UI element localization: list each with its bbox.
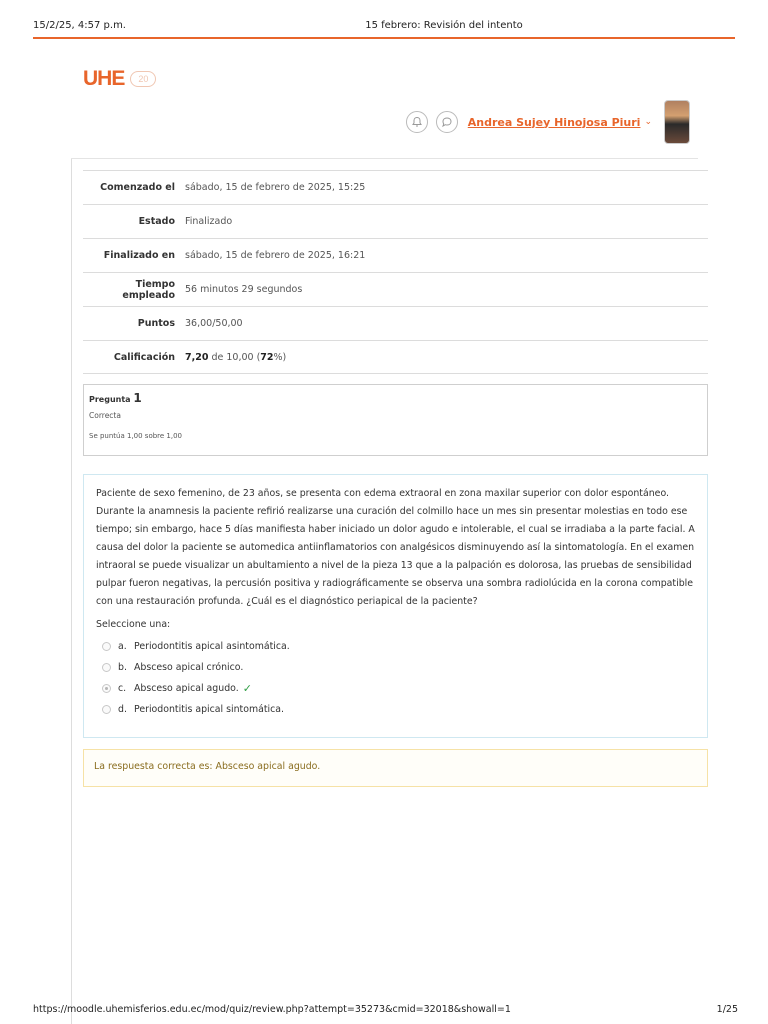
print-page-number: 1/25 — [716, 1004, 738, 1015]
answer-letter: c. — [118, 683, 127, 694]
radio-button[interactable] — [102, 642, 111, 651]
checkmark-icon: ✓ — [242, 682, 252, 695]
summary-value: Finalizado — [185, 216, 233, 227]
question-state: Correcta — [89, 411, 121, 420]
bell-icon[interactable] — [406, 111, 428, 133]
radio-button[interactable] — [102, 663, 111, 672]
summary-value: 36,00/50,00 — [185, 318, 243, 329]
radio-button-selected[interactable] — [102, 684, 111, 693]
header-divider — [33, 37, 735, 39]
print-datetime: 15/2/25, 4:57 p.m. — [33, 20, 126, 31]
logo-text: UHE — [83, 67, 125, 90]
chat-icon[interactable] — [436, 111, 458, 133]
question-number: 1 — [133, 391, 142, 405]
summary-row-grade — [83, 340, 708, 374]
print-header — [0, 0, 768, 40]
answer-letter: a. — [118, 641, 127, 652]
user-menu-name[interactable]: Andrea Sujey Hinojosa Piuri — [467, 115, 641, 129]
logo-badge: 20 — [130, 71, 156, 87]
answer-text: Periodontitis apical asintomática. — [134, 641, 290, 652]
summary-label: Comenzado el — [100, 182, 175, 193]
frame-divider — [71, 158, 698, 159]
summary-value: 56 minutos 29 segundos — [185, 284, 303, 295]
summary-row-points — [83, 306, 708, 340]
print-url: https://moodle.uhemisferios.edu.ec/mod/quiz/review.php?attempt=35273&cmid=32018&showall=1 — [33, 1004, 511, 1015]
answer-option-c[interactable] — [96, 678, 695, 699]
summary-value: sábado, 15 de febrero de 2025, 16:21 — [185, 250, 366, 261]
answer-option-b[interactable] — [96, 657, 695, 678]
answer-text: Absceso apical crónico. — [134, 662, 244, 673]
summary-label: Puntos — [137, 318, 175, 329]
summary-row-time-taken — [83, 272, 708, 306]
summary-label: Finalizado en — [103, 250, 175, 261]
grade-score: 7,20 — [185, 351, 209, 363]
question-content — [83, 474, 708, 738]
grade-value — [175, 352, 286, 363]
answer-text: Absceso apical agudo. — [134, 683, 239, 694]
answer-letter: d. — [118, 704, 127, 715]
answer-letter: b. — [118, 662, 127, 673]
print-page-title: 15 febrero: Revisión del intento — [365, 20, 523, 31]
avatar[interactable] — [664, 100, 690, 144]
chevron-down-icon[interactable]: ⌄ — [644, 117, 652, 127]
grade-suffix: %) — [273, 351, 287, 363]
grade-middle: de 10,00 ( — [208, 351, 261, 363]
answer-option-a[interactable] — [96, 636, 695, 657]
attempt-summary-table — [83, 170, 708, 374]
answer-text: Periodontitis apical sintomática. — [134, 704, 284, 715]
summary-label: Estado — [138, 216, 175, 227]
summary-label: Calificación — [113, 351, 175, 363]
answer-prompt: Seleccione una: — [96, 619, 171, 630]
site-logo[interactable] — [83, 68, 156, 90]
question-text: Paciente de sexo femenino, de 23 años, se presenta con edema extraoral en zona maxilar superior con dolor espontáneo. Durante la anamnesis la paciente refirió realizarse una curación del colmillo hace un mes sin presentar molestias en todo ese tiempo; sin embargo, hace 5 días manifiesta haber iniciado un dolor agudo e intolerable, el cual se irradiaba a la parte facial. A causa del dolor la paciente se automedica antiinflamatorios con analgésicos disminuyendo así la sintomatología. En el examen intraoral se puede visualizar un abultamiento a nivel de la pieza 13 que a la palpación es dolorosa, las pruebas de sensibilidad pulpar fueron negativas, la percusión positiva y radiográficamente se observa una sombra radiolúcida en la corona compatible con una restauración profunda. ¿Cuál es el diagnóstico periapical de la paciente? — [96, 488, 695, 607]
summary-row-started — [83, 170, 708, 204]
radio-button[interactable] — [102, 705, 111, 714]
summary-row-state — [83, 204, 708, 238]
answer-option-d[interactable] — [96, 699, 695, 720]
print-footer — [0, 994, 768, 1024]
correct-answer-feedback: La respuesta correcta es: Absceso apical agudo. — [83, 749, 708, 787]
question-title — [89, 391, 702, 405]
summary-label: Tiempo empleado — [122, 278, 175, 301]
user-navbar — [406, 100, 690, 144]
summary-value: sábado, 15 de febrero de 2025, 15:25 — [185, 182, 366, 193]
summary-row-finished — [83, 238, 708, 272]
question-info-box — [83, 384, 708, 456]
question-mark: Se puntúa 1,00 sobre 1,00 — [89, 432, 183, 440]
grade-percent: 72 — [260, 351, 274, 363]
question-title-prefix: Pregunta — [89, 395, 131, 404]
